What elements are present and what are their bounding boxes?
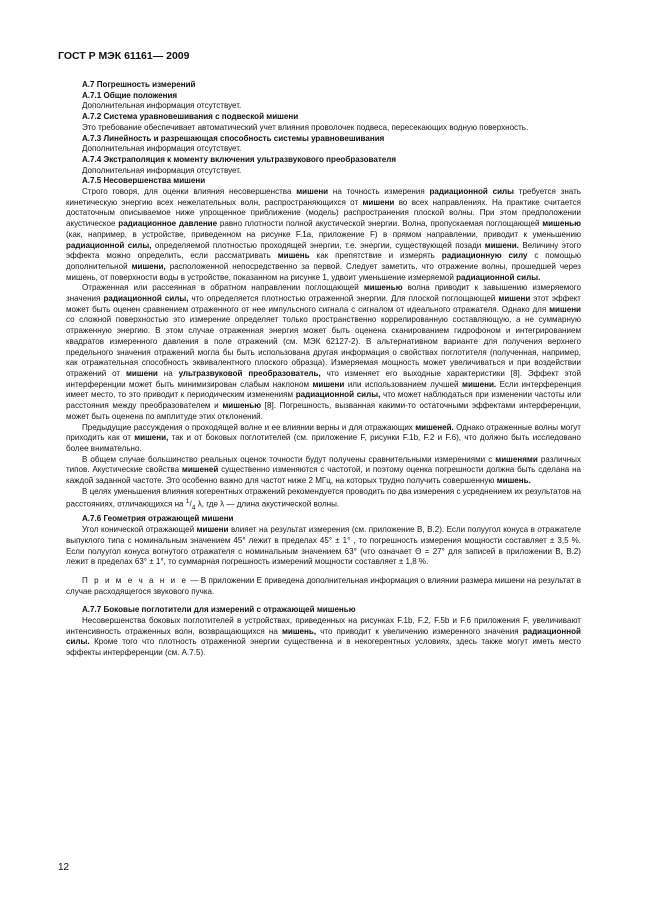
section-a75-paragraph bbox=[66, 187, 581, 283]
section-a72-text: Это требование обеспечивает автоматический учет влияния проволочек подвеса, пересекающих водную поверхность. bbox=[82, 122, 529, 132]
bold-term: ультразвуковой преобразователь, bbox=[178, 368, 321, 378]
paragraph-text: В общем случае большинство реальных оценок точности будут получены сравнительными измерениями с bbox=[82, 454, 496, 464]
paragraph-text: Кроме того что плотность отраженной энергии существенна и в некогерентных условиях, здесь также могут иметь место эффекты интерференции (см. А.7.5). bbox=[66, 637, 581, 658]
bold-term: мишень, bbox=[281, 626, 317, 636]
note-label: П р и м е ч а н и е bbox=[82, 575, 188, 585]
paragraph-text: что приводит к увеличению измеренного значения bbox=[316, 626, 523, 636]
paragraph-text: существенно изменяются с частотой, и поэтому оценка погрешности должна быть сделана на каждой заданной частоте. Это особенно важно для частот ниже 2 МГц, на которых трудно получить совершенную bbox=[66, 465, 581, 486]
section-a73-title: А.7.3 Линейность и разрешающая способность системы уравновешивания bbox=[82, 133, 385, 143]
paragraph-text: расположенной непосредственно за первой. Следует заметить, что отражение волны, прошедшей через мишень, от поверхности воды в устройстве, показанном на рисунке 1, удвоит уменьшение измеряемой bbox=[66, 261, 581, 282]
paragraph-text: Отраженная или рассеянная в обратном направлении поглощающей bbox=[82, 283, 364, 293]
paragraph-text: или использованием лучшей bbox=[344, 379, 462, 389]
bold-term: мишени bbox=[498, 294, 531, 304]
section-a74-text: Дополнительная информация отсутствует. bbox=[82, 165, 242, 175]
note bbox=[66, 576, 581, 597]
section-a74-title: А.7.4 Экстраполяция к моменту включения ультразвукового преобразователя bbox=[82, 154, 397, 164]
paragraph-text: равно плотности полной акустической энергии. Волна, пропускаемая поглощающей bbox=[217, 219, 543, 229]
bold-term: мишени, bbox=[131, 261, 166, 271]
paragraph-text: со сложной поверхностью это измерение определяет только пространственно коррелированную составляющую, а не суммарную отраженную энергию. В этом случае отраженная энергия может быть оценена сканированием гидрофоном и интегрированием квадратов измеренного давления в поле отражений (см. МЭК 62127-2). В альтернативном варианте для получения верхнего предельного значения отражений могла бы быть использована другая информация о свойствах поглотителя (полученная, например, как отражательная способность эквивалентного плоского образца). Измеряемая мощность может увеличиваться и при воздействии отражений от bbox=[66, 315, 581, 378]
section-a75-paragraph bbox=[66, 487, 581, 515]
bold-term: мишени, bbox=[134, 433, 169, 443]
paragraph-text: влияет на результат измерения (см. приложение В, В.2). Если полуугол конуса в отражателе выпуклого типа с номинальным значением 45° лежит в пределах 45° ± 1° , то погрешность измерения мощности составляет ± 3,5 %. Если полуугол конуса вогнутого отражателя с номинальным значением 63° (что означает Θ = 27° для записей в приложении В, В.2) лежит в пределах 63° ± 1°, то суммарная погрешность измерений мощности составляет ± 1,8 %. bbox=[66, 525, 581, 567]
paragraph-text: с помощью дополнительной bbox=[66, 251, 582, 271]
page-body bbox=[66, 80, 581, 659]
section-a75-paragraph bbox=[66, 283, 581, 422]
section-a76-title: А.7.6 Геометрия отражающей мишени bbox=[82, 514, 234, 524]
bold-term: радиационной силы, bbox=[66, 240, 152, 250]
bold-term: мишенями bbox=[495, 454, 538, 464]
fraction-denominator: 4 bbox=[191, 504, 196, 512]
bold-term: радиационной силы. bbox=[66, 626, 581, 647]
paragraph-text: на точность измерения bbox=[328, 187, 430, 197]
paragraph-text: что определяется плотностью отраженной энергии. Для плоской поглощающей bbox=[188, 294, 499, 304]
paragraph-text: Несовершенства боковых поглотителей в устройствах, приведенных на рисунках F.1b, F.2, F.5b и F.6 приложения F, увеличивают интенсивность отраженных волн, возвращающихся на bbox=[66, 616, 581, 636]
bold-term: радиационное давление bbox=[118, 219, 218, 229]
section-a77-title: А.7.7 Боковые поглотители для измерений с отражающей мишенью bbox=[82, 605, 356, 615]
paragraph-text: Если интерференция имеет место, то это приводит к периодическим изменениям bbox=[66, 379, 581, 400]
bold-term: мишень. bbox=[496, 476, 531, 486]
paragraph-text: что может наблюдаться при изменении частоты или расстояния между преобразователем и bbox=[66, 390, 581, 411]
section-a75-paragraph bbox=[66, 455, 581, 487]
paragraph-text: В целях уменьшения влияния когерентных отражений рекомендуется проводить по два измерения с усреднением их результатов на расстояниях, отличающихся на bbox=[66, 486, 581, 510]
fraction-numerator: 1 bbox=[185, 498, 190, 506]
paragraph-text: этот эффект может быть оценен сравнением отраженного от нее импульсного сигнала с сигналом от идеального отражателя. Однако для bbox=[66, 294, 581, 314]
paragraph-text: так и от боковых поглотителей (см. приложение F, рисунки F.1b, F.2 и F.6), что должно быть исследовано более внимательно. bbox=[66, 433, 582, 453]
section-a77-paragraph bbox=[66, 616, 581, 659]
bold-term: мишенью bbox=[363, 283, 403, 293]
page-header: ГОСТ Р МЭК 61161— 2009 bbox=[58, 50, 190, 62]
paragraph-text: на bbox=[157, 368, 179, 378]
section-a73-text: Дополнительная информация отсутствует. bbox=[82, 144, 242, 154]
section-a76-paragraph bbox=[66, 525, 581, 568]
paragraph-text: различных типов. Акустические свойства bbox=[66, 454, 581, 475]
note-text: — В приложении Е приведена дополнительная информация о влиянии размера мишени на результат в случае расходящегося звукового пучка. bbox=[66, 575, 581, 596]
paragraph-text: [8]. Погрешность, вызванная какими-то остаточными эффектами интерференции, может быть оценена по амплитуде этих отклонений. bbox=[66, 401, 581, 421]
bold-term: радиационной силы. bbox=[456, 272, 541, 282]
paragraph-text: как препятствие и измерять bbox=[309, 251, 442, 261]
paragraph-text: Предыдущие рассуждения о проходящей волне и ее влиянии верны и для отражающих bbox=[82, 422, 416, 432]
bold-term: мишени bbox=[125, 368, 158, 378]
paragraph-text: определяемой плотностью проходящей энергии, т.е. энергии, существующей позади bbox=[151, 240, 485, 250]
paragraph-text: Угол конической отражающей bbox=[82, 525, 197, 535]
section-a75-title: А.7.5 Несовершенства мишени bbox=[82, 176, 206, 186]
section-a7-title: А.7 Погрешность измерений bbox=[82, 80, 196, 89]
bold-term: мишени bbox=[549, 304, 581, 314]
paragraph-text: Величину этого эффекта можно определить, если рассматривать bbox=[66, 240, 581, 261]
paragraph-text: волна приводит к завышению измеряемого значения bbox=[66, 283, 581, 304]
bold-term: радиационную силу bbox=[441, 251, 528, 261]
paragraph-text: требуется знать кинетическую энергию всех нежелательных волн, распространяющихся от bbox=[66, 187, 581, 207]
paragraph-text: во всех направлениях. На практике считается достаточным описываемое ниже упрощенное приближение (модель) распространения плоской волны. При этом предположении акустическое bbox=[66, 197, 581, 229]
bold-term: мишени bbox=[362, 197, 395, 207]
paragraph-text: что изменяет его выходные характеристики [8]. Эффект этой интерференции может быть минимизирован слабым наклоном bbox=[66, 368, 582, 389]
page-number: 12 bbox=[58, 862, 70, 873]
bold-term: радиационной силы bbox=[429, 187, 515, 197]
bold-term: радиационной силы, bbox=[295, 390, 381, 400]
bold-term: мишени bbox=[312, 379, 345, 389]
bold-term: мишенью bbox=[542, 219, 581, 229]
section-a72-title: А.7.2 Система уравновешивания с подвеской мишени bbox=[82, 112, 299, 122]
bold-term: мишени bbox=[196, 525, 229, 535]
bold-term: мишеней. bbox=[415, 422, 454, 432]
bold-term: мишень bbox=[277, 251, 310, 261]
bold-term: мишени bbox=[296, 187, 329, 197]
bold-term: мишени. bbox=[462, 379, 497, 389]
paragraph-text: λ, где λ — длина акустической волны. bbox=[195, 500, 340, 510]
paragraph-text: Строго говоря, для оценки влияния несовершенства bbox=[82, 187, 297, 197]
bold-term: мишени. bbox=[484, 240, 519, 250]
section-a71-text: Дополнительная информация отсутствует. bbox=[82, 101, 242, 111]
section-a71-title: А.7.1 Общие положения bbox=[82, 90, 178, 100]
bold-term: мишеней bbox=[181, 465, 219, 475]
fraction-slash: / bbox=[189, 500, 192, 510]
paragraph-text: (как, например, в устройстве, приведенном на рисунке F.1a, приложение F) в прямом направлении, приводит к уменьшению bbox=[66, 229, 581, 239]
bold-term: радиационной силы, bbox=[103, 294, 189, 304]
paragraph-text: Однако отраженные волны могут приходить как от bbox=[66, 422, 581, 443]
section-a75-paragraph bbox=[66, 423, 581, 455]
bold-term: мишенью bbox=[222, 401, 262, 411]
